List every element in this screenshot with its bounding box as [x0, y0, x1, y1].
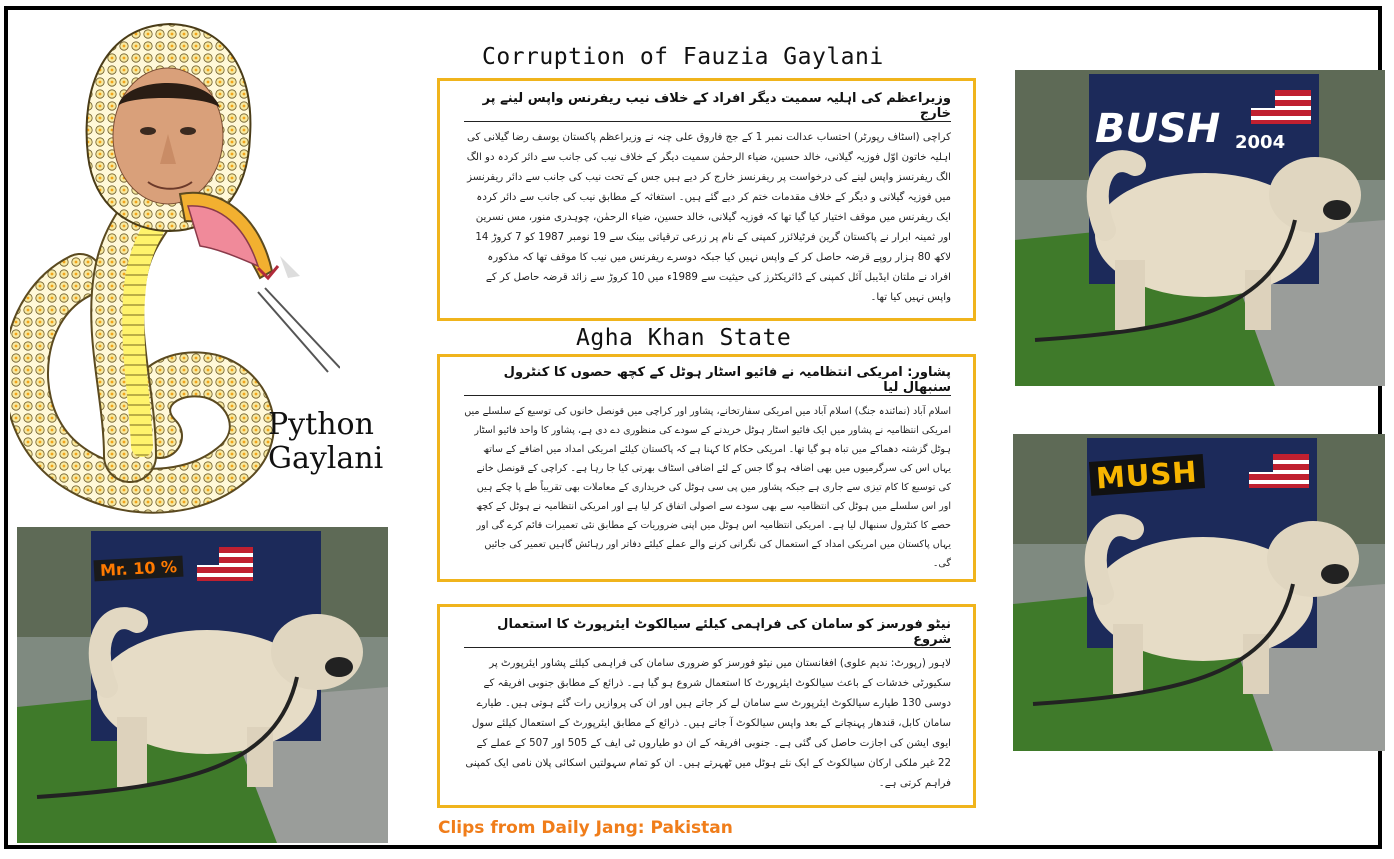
news-clip-title: پشاور: امریکی انتظامیہ نے فائیو اسٹار ہوٹل کے کچھ حصوں کا کنٹرول سنبھال لیا	[464, 365, 951, 396]
mr10-sign-caption: Mr. 10 %	[94, 556, 184, 582]
bush-sign-text: BUSH	[1095, 106, 1221, 152]
dog-photo-mr10	[17, 527, 388, 843]
news-clip-title: وزیراعظم کی اہلیہ سمیت دیگر افراد کے خلاف نیب ریفرنس واپس لینے پر خارج	[464, 91, 951, 122]
news-clip-title: نیٹو فورسز کو سامان کی فراہمی کیلئے سیالکوٹ ایئرپورٹ کا استعمال شروع	[464, 617, 951, 648]
mush-sign-caption: MUSH	[1089, 454, 1205, 496]
python-label	[268, 408, 383, 476]
news-clip-2	[437, 354, 976, 582]
news-clip-body: لاہور (رپورٹ: ندیم علوی) افغانستان میں نیٹو فورسز کو ضروری سامان کی فراہمی کیلئے پشاور ایئرپورٹ پر سکیورٹی خدشات کے باعث سیالکوٹ ایئرپورٹ کا استعمال شروع ہو گیا ہے۔ ذرائع کے مطابق جنوبی افریقہ کے دوسی 130 طیارے سیالکوٹ ایئرپورٹ سے سامان لے کر جاتے ہیں اور ان کی پروازیں رات گئے ہوتی ہیں۔ طیارے سامان کابل، قندھار پہنچانے کے بعد واپس سیالکوٹ آ جاتے ہیں۔ ذرائع کے مطابق ایئرپورٹ کے استعمال کیلئے سول ایوی ایشن کی اجازت حاصل کی گئی ہے۔ جنوبی افریقہ کے ان دو طیاروں ٹی ایف کے 505 اور 507 کے عملے کے 22 غیر ملکی ارکان سیالکوٹ کے ایک نئے ہوٹل میں ٹھہرتے ہیں۔ ان کو تمام سہولتیں اسکائی پلان نامی ایک کمپنی فراہم کرتی ہے۔	[465, 658, 951, 789]
news-clip-body: کراچی (اسٹاف رپورٹر) احتساب عدالت نمبر 1 کے جج فاروق علی چنہ نے وزیراعظم پاکستان یوسف رضا گیلانی کی اہلیہ خاتون اوّل فوزیہ گیلانی، خالد حسین، ضیاء الرحمٰن سمیت دیگر کے خلاف نیب کی جانب سے دائر کردہ دو الگ الگ ریفرنسز واپس لینے کی درخواست پر ریفرنسز خارج کر دیے ہیں جس کے تحت نیب کی جانب سے دائر ریفرنسز میں فوزیہ گیلانی و دیگر کے خلاف مقدمات ختم کر دیے گئے ہیں۔ استغاثہ کے مطابق نیب کی جانب سے دائر کردہ ایک ریفرنس میں موقف اختیار کیا گیا تھا کہ فوزیہ گیلانی، خالد حسین، ضیاء الرحمٰن، چوہدری منور، مس نسرین اور ثمینہ ابرار نے پاکستان گرین فرٹیلائزر کمپنی کے نام پر زرعی ترقیاتی بینک سے 19 نومبر 1987 کو 7 کروڑ 14 لاکھ 80 ہزار روپے قرضہ حاصل کر کے واپس نہیں کیا جبکہ دوسرے ریفرنس میں نیب کا موقف تھا کہ مذکورہ افراد نے ملتان ایڈیبل آئل کمپنی کے ڈائریکٹرز کی حیثیت سے 1989ء میں 10 کروڑ سے زائد قرضہ حاصل کر کے واپس نہیں کیا تھا۔	[466, 132, 951, 303]
headline-top: Corruption of Fauzia Gaylani	[482, 44, 884, 70]
python-label-line1: Python	[268, 407, 374, 442]
news-clip-body: اسلام آباد (نمائندہ جنگ) اسلام آباد میں امریکی سفارتخانے، پشاور اور کراچی میں قونصل خانوں کی توسیع کے سلسلے میں امریکی انتظامیہ نے پشاور میں ایک فائیو اسٹار ہوٹل خریدنے کے سودے کی منظوری دے دی ہے، پشاور کا واحد فائیو اسٹار ہوٹل گزشتہ دھماکے میں تباہ ہو گیا تھا۔ امریکی حکام کا کہنا ہے کہ پاکستان کیلئے امریکی امداد میں اضافے کے ساتھ یہاں اس کی سرگرمیوں میں بھی اضافہ ہو گا جس کے لئے اضافی اسٹاف بھرتی کیا جا رہا ہے۔ کراچی کے قونصل خانے کی توسیع کا کام تیزی سے جاری ہے جبکہ پشاور میں پی سی ہوٹل کی خریداری کے معاملات بھی تقریباً طے پا چکے ہیں اور اس سلسلے میں ہوٹل کی انتظامیہ سے بھی سودے سے اصولی اتفاق کر لیا ہے اور امریکی انتظامیہ نے ہوٹل کے کچھ حصے کا کنٹرول سنبھال لیا ہے۔ امریکی انتظامیہ اس ہوٹل میں اپنی ضروریات کے مطابق نئی تعمیرات قائم کرے گی اور یہاں پاکستان میں امریکی امداد کے استعمال کی نگرانی کرنے والے عملے کیلئے دفاتر اور رہائش گاہیں تعمیر کی جائیں گی۔	[464, 406, 951, 569]
headline-middle: Agha Khan State	[576, 325, 792, 351]
news-clip-1	[437, 78, 976, 321]
sign-year: 2004	[1235, 132, 1286, 153]
dog-photo-bush	[1015, 70, 1385, 386]
news-clip-3	[437, 604, 976, 808]
source-caption: Clips from Daily Jang: Pakistan	[438, 818, 733, 838]
python-label-line2: Gaylani	[268, 441, 384, 476]
